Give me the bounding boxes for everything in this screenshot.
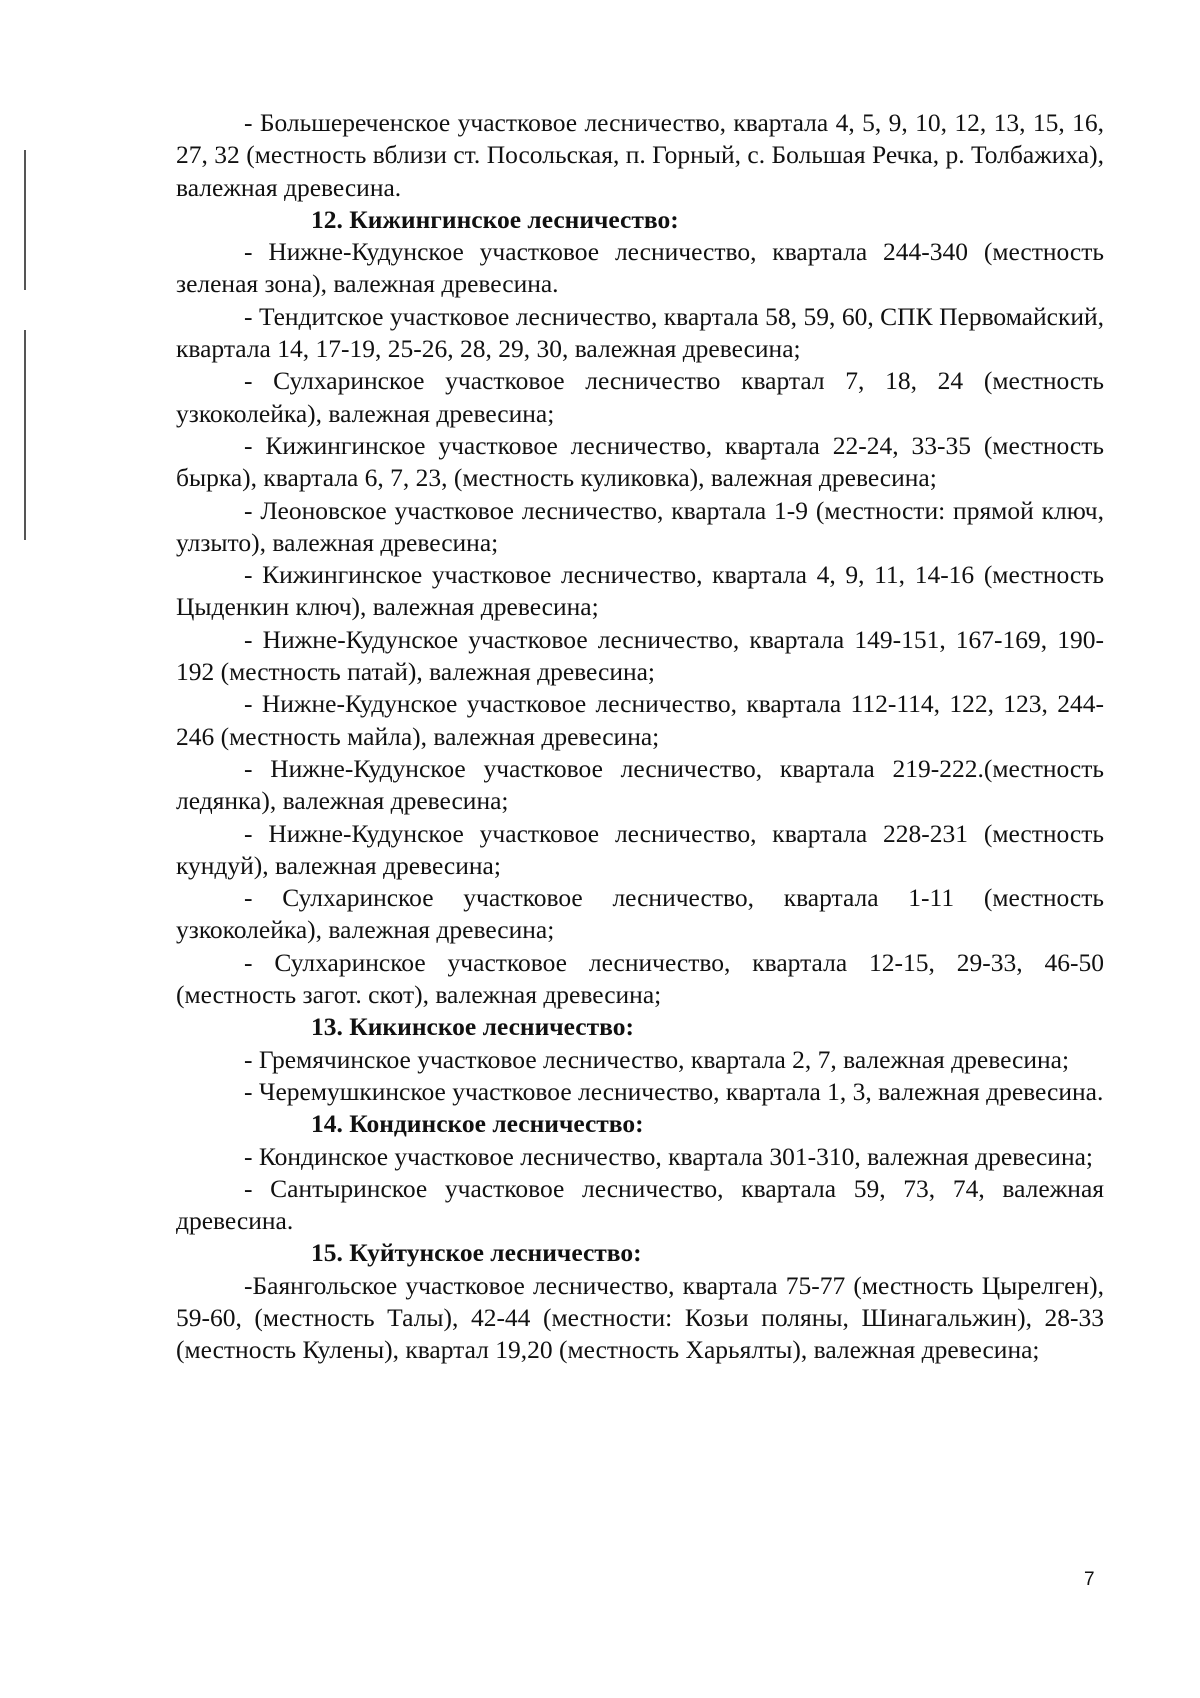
section-heading: 14. Кондинское лесничество: — [311, 1109, 644, 1139]
paragraph: - Большереченское участковое лесничество, квартала 4, 5, 9, 10, 12, 13, 15, 16, 27, 32 (местность вблизи ст. Посольская, п. Горный, с. Большая Речка, р. Толбажиха), валежная древесина. — [176, 108, 1104, 202]
paragraph: - Нижне-Кудунское участковое лесничество, квартала 228-231 (местность кундуй), валежная древесина; — [176, 818, 1104, 880]
paragraph: - Нижне-Кудунское участковое лесничество, квартала 149-151, 167-169, 190-192 (местность патай), валежная древесина; — [176, 624, 1104, 687]
paragraph: - Сулхаринское участковое лесничество квартал 7, 18, 24 (местность узкоколейка), валежная древесина; — [176, 366, 1104, 428]
paragraph: - Тендитское участковое лесничество, квартала 58, 59, 60, СПК Первомайский, квартала 14, 17-19, 25-26, 28, 29, 30, валежная древесина; — [176, 301, 1104, 364]
section-heading: 15. Куйтунское лесничество: — [311, 1238, 642, 1268]
paragraph: - Сулхаринское участковое лесничество, квартала 12-15, 29-33, 46-50 (местность загот. скот), валежная древесина; — [176, 947, 1104, 1010]
page-number: 7 — [1084, 1569, 1095, 1590]
scan-margin-line — [24, 330, 26, 540]
paragraph: - Сулхаринское участковое лесничество, квартала 1-11 (местность узкоколейка), валежная древесина; — [176, 883, 1104, 945]
paragraph: - Кижингинское участковое лесничество, квартала 4, 9, 11, 14-16 (местность Цыденкин ключ), валежная древесина; — [176, 560, 1104, 622]
paragraph: - Кижингинское участковое лесничество, квартала 22-24, 33-35 (местность бырка), квартала 6, 7, 23, (местность куликовка), валежная древесина; — [176, 430, 1104, 493]
document-body — [176, 107, 1104, 1367]
paragraph: - Нижне-Кудунское участковое лесничество, квартала 112-114, 122, 123, 244-246 (местность майла), валежная древесина; — [176, 689, 1104, 751]
paragraph: - Кондинское участковое лесничество, квартала 301-310, валежная древесина; — [244, 1141, 1094, 1171]
paragraph: - Нижне-Кудунское участковое лесничество, квартала 244-340 (местность зеленая зона), валежная древесина. — [176, 237, 1104, 299]
paragraph: - Нижне-Кудунское участковое лесничество, квартала 219-222.(местность ледянка), валежная древесина; — [176, 753, 1104, 816]
paragraph: - Черемушкинское участковое лесничество, квартала 1, 3, валежная древесина. — [244, 1076, 1104, 1106]
section-heading: 13. Кикинское лесничество: — [311, 1012, 634, 1042]
paragraph: -Баянгольское участковое лесничество, квартала 75-77 (местность Цырелген), 59-60, (местность Талы), 42-44 (местности: Козьи поляны, Шинагальжин), 28-33 (местность Кулены), квартал 19,20 (местность Харьялты), валежная древесина; — [176, 1270, 1104, 1365]
section-heading: 12. Кижингинское лесничество: — [311, 204, 679, 234]
scan-margin-line — [24, 150, 26, 290]
paragraph: - Леоновское участковое лесничество, квартала 1-9 (местности: прямой ключ, улзыто), валежная древесина; — [176, 495, 1104, 557]
paragraph: - Сантыринское участковое лесничество, квартала 59, 73, 74, валежная древесина. — [176, 1173, 1104, 1236]
paragraph: - Гремячинское участковое лесничество, квартала 2, 7, валежная древесина; — [244, 1044, 1070, 1074]
